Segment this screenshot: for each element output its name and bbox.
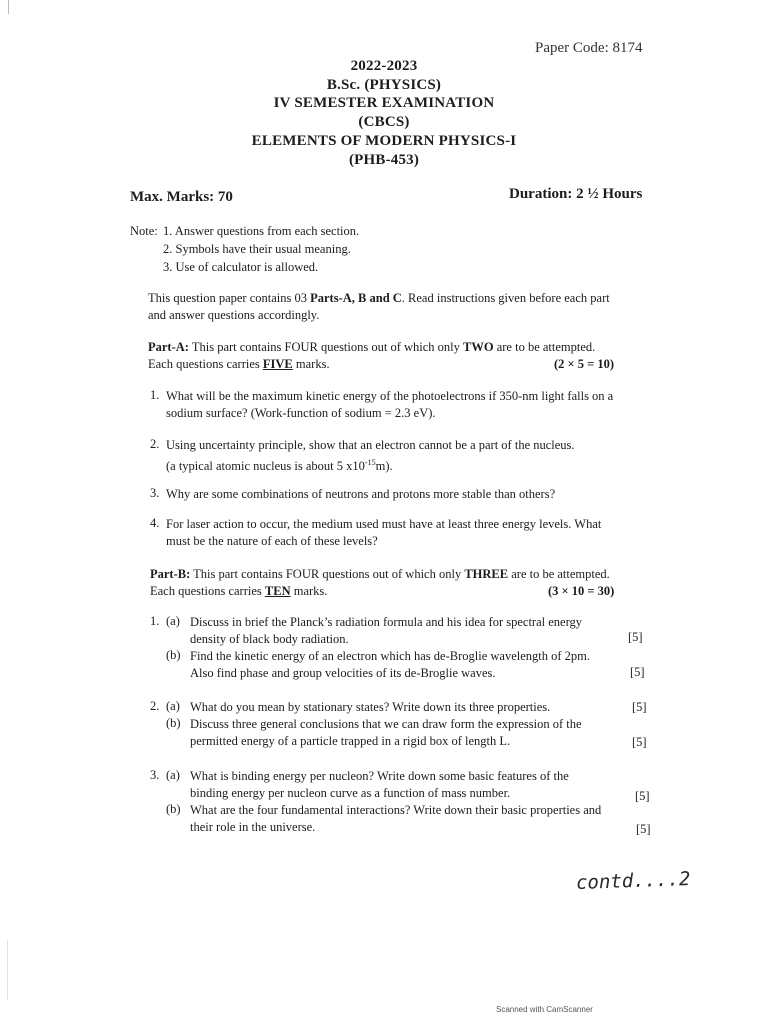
question-text: binding energy per nucleon curve as a function of mass number. xyxy=(190,786,511,800)
part-a-text: are to be attempted. xyxy=(493,340,596,354)
header-subject: ELEMENTS OF MODERN PHYSICS-I xyxy=(251,133,517,149)
question-number: 1. xyxy=(150,388,160,402)
sub-question-label: (b) xyxy=(166,716,181,730)
part-a-instructions-2 xyxy=(148,356,330,373)
question-mark: [5] xyxy=(628,630,643,644)
question-text-part: m). xyxy=(375,459,393,474)
part-b-instructions xyxy=(150,566,610,583)
part-a-text: marks. xyxy=(292,357,330,371)
question-text: sodium surface? (Work-function of sodium = 2.3 eV). xyxy=(166,406,436,420)
question-mark: [5] xyxy=(636,822,651,836)
question-mark: [5] xyxy=(630,665,645,679)
question-text: Find the kinetic energy of an electron which has de-Broglie wavelength of 2pm. xyxy=(190,649,590,663)
sub-question-label: (b) xyxy=(166,648,181,662)
question-text: their role in the universe. xyxy=(190,820,316,834)
question-text: Using uncertainty principle, show that an electron cannot be a part of the nucleus. xyxy=(166,438,575,452)
note-item: 2. Symbols have their usual meaning. xyxy=(163,242,351,256)
part-b-marks: (3 × 10 = 30) xyxy=(548,584,615,598)
question-text-part: (a typical atomic nucleus is about 5 x10 xyxy=(166,459,365,474)
scanner-watermark: Scanned with CamScanner xyxy=(496,1005,593,1014)
note-label: Note: xyxy=(130,224,158,238)
sub-question-label: (a) xyxy=(166,768,180,782)
question-number: 1. xyxy=(150,614,160,628)
question-text xyxy=(166,454,393,475)
question-mark: [5] xyxy=(632,700,647,714)
part-b-text: Each questions carries xyxy=(150,584,265,598)
part-a-text: questions out of which only xyxy=(317,340,464,354)
part-b-label: Part-B: xyxy=(150,567,191,581)
part-a-label: Part-A: xyxy=(148,340,189,354)
question-number: 3. xyxy=(150,486,160,500)
part-b-text: are to be attempted. xyxy=(508,567,610,581)
handwritten-continued-note: contd....2 xyxy=(575,868,691,894)
question-number: 2. xyxy=(150,699,160,713)
note-item: 3. Use of calculator is allowed. xyxy=(163,260,319,274)
intro-line: and answer questions accordingly. xyxy=(148,308,320,322)
question-text: Discuss in brief the Planck’s radiation formula and his idea for spectral energy xyxy=(190,615,583,629)
question-number: 3. xyxy=(150,768,160,782)
part-a-text: This part contains xyxy=(188,340,285,354)
part-a-text: FOUR xyxy=(284,340,318,354)
part-b-text: FOUR xyxy=(285,567,320,581)
part-a-marks-word: FIVE xyxy=(262,357,293,371)
question-text: Also find phase and group velocities of its de-Broglie waves. xyxy=(190,666,496,680)
part-a-instructions xyxy=(148,339,595,356)
part-b-count: THREE xyxy=(464,567,509,581)
question-text: For laser action to occur, the medium used must have at least three energy levels. What xyxy=(166,517,602,531)
max-marks: Max. Marks: 70 xyxy=(130,189,233,205)
question-text: density of black body radiation. xyxy=(190,632,349,646)
sub-question-label: (a) xyxy=(166,699,180,713)
intro-text: . Read instructions given before each part xyxy=(401,291,610,305)
intro-parts: Parts-A, B and C xyxy=(310,291,402,305)
part-b-text: questions out of which only xyxy=(319,567,465,581)
scan-edge-mark xyxy=(8,0,9,14)
duration: Duration: 2 ½ Hours xyxy=(509,186,643,202)
question-text: Why are some combinations of neutrons and protons more stable than others? xyxy=(166,487,556,501)
question-text: What is binding energy per nucleon? Write down some basic features of the xyxy=(190,769,569,783)
sub-question-label: (a) xyxy=(166,614,180,628)
question-mark: [5] xyxy=(635,789,650,803)
note-item: 1. Answer questions from each section. xyxy=(163,224,360,238)
sub-question-label: (b) xyxy=(166,802,181,816)
question-mark: [5] xyxy=(632,735,647,749)
part-b-text: marks. xyxy=(290,584,328,598)
header-code: (PHB-453) xyxy=(348,152,420,168)
paper-code: Paper Code: 8174 xyxy=(535,40,643,56)
intro-text: This question paper contains 03 xyxy=(148,291,311,305)
part-a-marks: (2 × 5 = 10) xyxy=(554,357,615,371)
header-course: B.Sc. (PHYSICS) xyxy=(326,77,442,93)
part-a-count: TWO xyxy=(463,340,494,354)
part-a-text: Each questions carries xyxy=(148,357,263,371)
intro-line xyxy=(148,290,610,307)
header-exam: IV SEMESTER EXAMINATION xyxy=(273,95,495,111)
question-number: 4. xyxy=(150,516,160,530)
question-text: must be the nature of each of these levels? xyxy=(166,534,378,548)
question-text: permitted energy of a particle trapped in a rigid box of length L. xyxy=(190,734,511,748)
scan-edge-mark xyxy=(7,940,8,1000)
question-number: 2. xyxy=(150,437,160,451)
question-text: What do you mean by stationary states? Write down its three properties. xyxy=(190,700,551,714)
part-b-marks-word: TEN xyxy=(264,584,291,598)
question-text: What will be the maximum kinetic energy of the photoelectrons if 350-nm light falls on a xyxy=(166,389,614,403)
question-text: What are the four fundamental interactions? Write down their basic properties and xyxy=(190,803,602,817)
exponent: -15 xyxy=(364,458,376,467)
header-scheme: (CBCS) xyxy=(358,114,410,130)
question-text: Discuss three general conclusions that we can draw form the expression of the xyxy=(190,717,582,731)
part-b-instructions-2 xyxy=(150,583,327,600)
header-year: 2022-2023 xyxy=(350,58,418,74)
part-b-text: This part contains xyxy=(190,567,286,581)
